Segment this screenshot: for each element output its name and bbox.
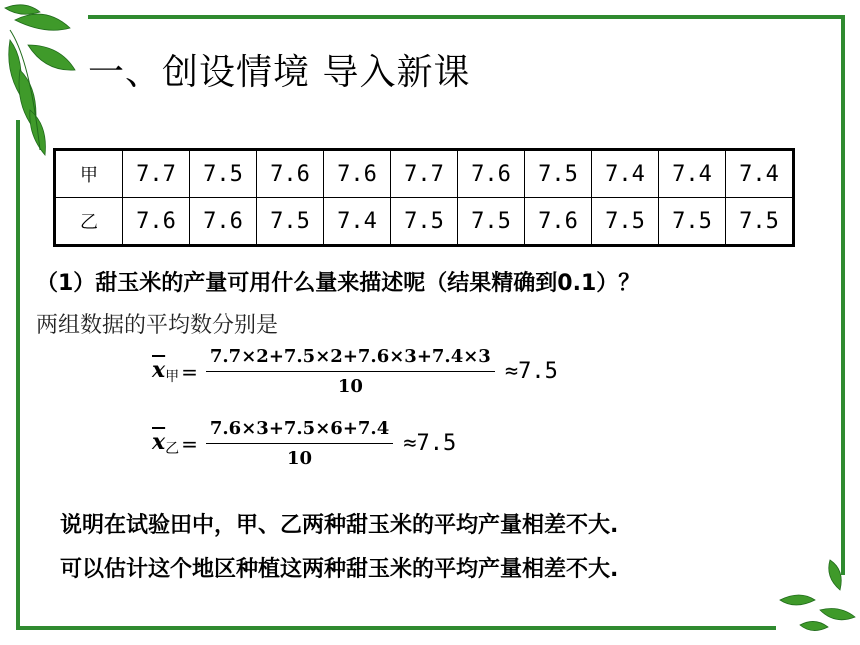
- equals-sign: =: [181, 359, 198, 384]
- fraction-numerator: 7.6×3+7.5×6+7.4: [206, 418, 393, 444]
- row-label-jia: 甲: [55, 150, 123, 198]
- table-cell: 7.5: [525, 150, 592, 198]
- conclusion-line-2: 可以估计这个地区种植这两种甜玉米的平均产量相差不大.: [60, 557, 619, 582]
- table-cell: 7.5: [190, 150, 257, 198]
- fraction: [206, 346, 495, 397]
- conclusion-line-1: 说明在试验田中，甲、乙两种甜玉米的平均产量相差不大.: [60, 513, 619, 538]
- table-cell: 7.6: [525, 198, 592, 246]
- fraction-numerator: 7.7×2+7.5×2+7.6×3+7.4×3: [206, 346, 495, 372]
- table-cell: 7.5: [726, 198, 794, 246]
- fraction-denominator: 10: [287, 448, 313, 469]
- table-cell: 7.5: [659, 198, 726, 246]
- table-cell: 7.6: [324, 150, 391, 198]
- question-text: （1）甜玉米的产量可用什么量来描述呢（结果精确到0.1）？: [36, 271, 641, 296]
- page-title: 一、创设情境 导入新课: [88, 52, 471, 93]
- table-cell: 7.5: [391, 198, 458, 246]
- table-row-yi: [55, 198, 794, 246]
- mean-formula-jia: [152, 346, 558, 397]
- frame-bottom-border: [16, 626, 776, 630]
- formula-result: ≈7.5: [504, 359, 558, 384]
- table-cell: 7.6: [123, 198, 190, 246]
- table-cell: 7.5: [592, 198, 659, 246]
- table-cell: 7.6: [190, 198, 257, 246]
- table-cell: 7.5: [458, 198, 525, 246]
- table-cell: 7.4: [592, 150, 659, 198]
- equals-sign: =: [181, 431, 198, 456]
- table-cell: 7.4: [726, 150, 794, 198]
- table-row-jia: [55, 150, 794, 198]
- frame-top-border: [88, 15, 845, 19]
- formula-result: ≈7.5: [403, 431, 457, 456]
- frame-right-border: [841, 15, 845, 575]
- table-cell: 7.7: [123, 150, 190, 198]
- fraction-denominator: 10: [337, 376, 363, 397]
- table-cell: 7.5: [257, 198, 324, 246]
- frame-left-border: [16, 120, 20, 630]
- mean-symbol-jia: $\overline{x}_甲$: [152, 357, 180, 385]
- table-cell: 7.6: [257, 150, 324, 198]
- mean-formula-yi: [152, 418, 456, 469]
- leaves-corner-icon: [760, 555, 860, 645]
- mean-intro-text: 两组数据的平均数分别是: [36, 313, 279, 338]
- yield-data-table: [53, 148, 795, 247]
- table-cell: 7.4: [324, 198, 391, 246]
- table-cell: 7.6: [458, 150, 525, 198]
- table-cell: 7.7: [391, 150, 458, 198]
- table-cell: 7.4: [659, 150, 726, 198]
- fraction: [206, 418, 393, 469]
- row-label-yi: 乙: [55, 198, 123, 246]
- mean-symbol-yi: $\overline{x}_乙$: [152, 429, 180, 457]
